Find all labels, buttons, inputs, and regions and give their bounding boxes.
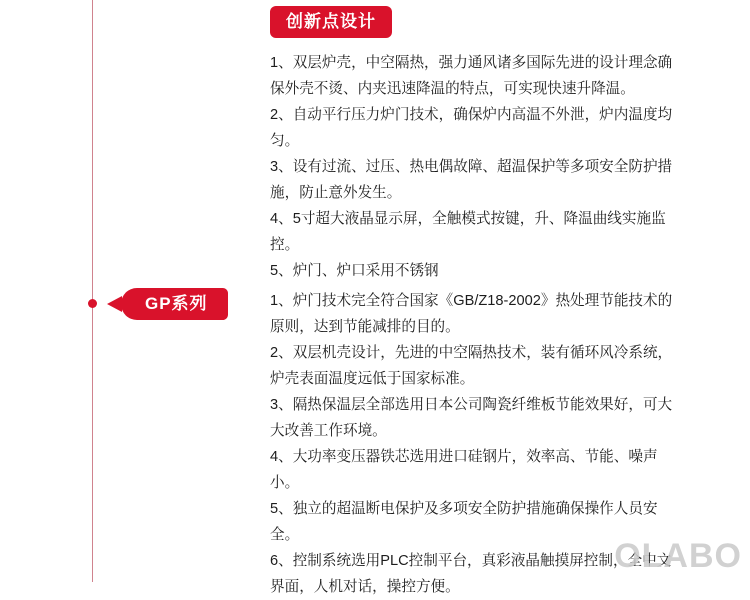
- paragraph: 1、炉门技术完全符合国家《GB/Z18-2002》热处理节能技术的原则，达到节能减排的目的。: [270, 293, 673, 335]
- paragraph: 2、自动平行压力炉门技术，确保炉内高温不外泄，炉内温度均匀。: [270, 107, 673, 149]
- paragraph: 1、双层炉壳，中空隔热，强力通风诸多国际先进的设计理念确保外壳不烫、内夹迅速降温的特点，可实现快速升降温。: [270, 55, 673, 97]
- section-innovation-text: [270, 50, 682, 284]
- paragraph: 3、设有过流、过压、热电偶故障、超温保护等多项安全防护措施，防止意外发生。: [270, 159, 673, 201]
- paragraph: 6、控制系统选用PLC控制平台，真彩液晶触摸屏控制，全中文界面，人机对话，操控方便。: [270, 553, 672, 595]
- paragraph: 4、大功率变压器铁芯选用进口硅钢片，效率高、节能、噪声小。: [270, 449, 658, 491]
- paragraph: 5、炉门、炉口采用不锈钢: [270, 263, 439, 279]
- paragraph: 2、双层机壳设计，先进的中空隔热技术，装有循环风冷系统，炉壳表面温度远低于国家标准。: [270, 345, 673, 387]
- section-gp-badge-label: GP系列: [121, 288, 228, 320]
- timeline-rail: [92, 0, 93, 582]
- section-innovation-badge: [270, 6, 392, 38]
- section-gp-badge: [121, 288, 228, 320]
- brand-watermark: OLABO: [614, 537, 742, 575]
- section-innovation-badge-label: 创新点设计: [270, 6, 392, 38]
- paragraph: 5、独立的超温断电保护及多项安全防护措施确保操作人员安全。: [270, 501, 658, 543]
- paragraph: 3、隔热保温层全部选用日本公司陶瓷纤维板节能效果好，可大大改善工作环境。: [270, 397, 673, 439]
- timeline-dot: [88, 299, 97, 308]
- paragraph: 4、5寸超大液晶显示屏，全触模式按键，升、降温曲线实施监控。: [270, 211, 666, 253]
